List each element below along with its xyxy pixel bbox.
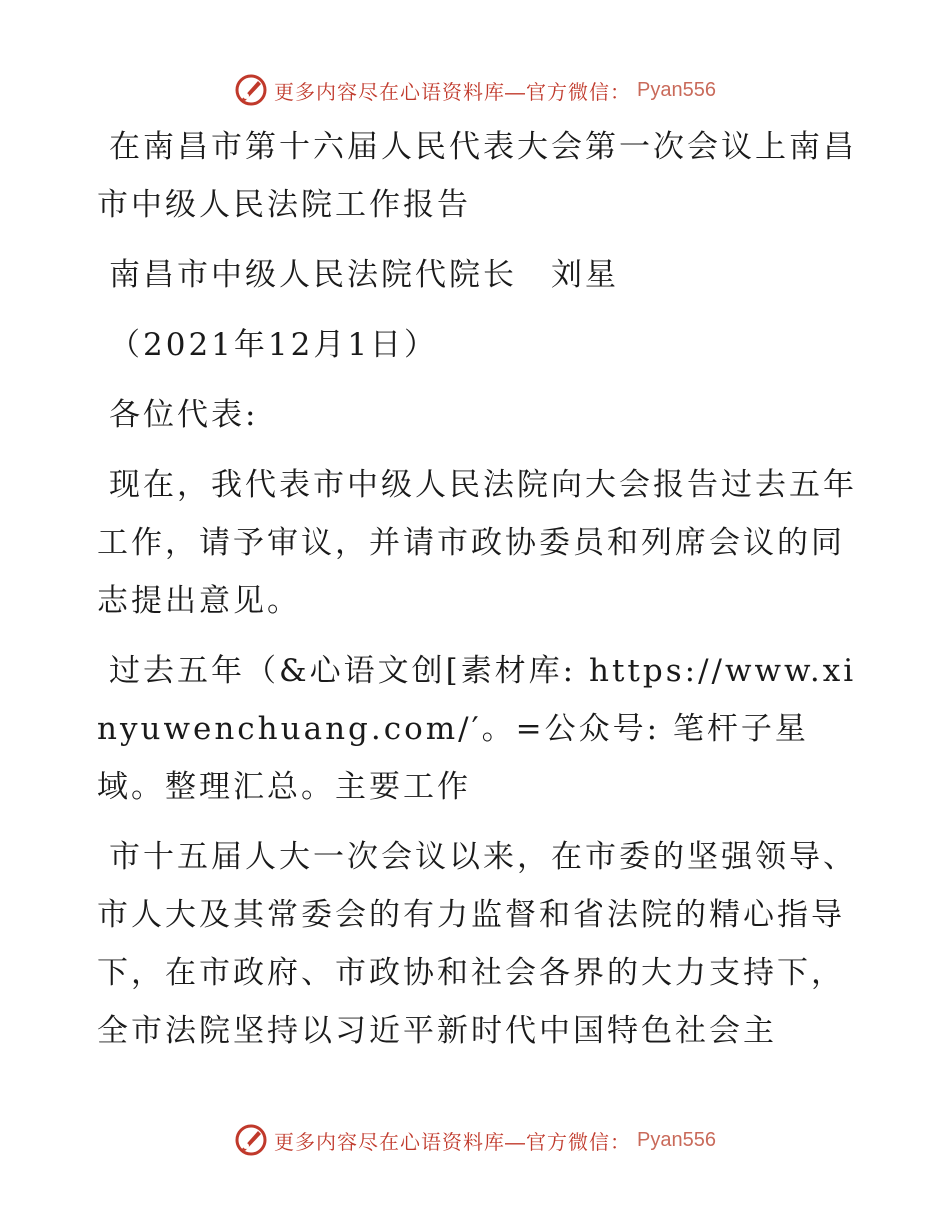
watermark-wechat-id: Pyan556 [637, 1128, 716, 1151]
quill-seal-icon [234, 73, 268, 107]
document-date: （2021年12月1日） [109, 327, 439, 363]
document-body [97, 118, 857, 1108]
document-title: 在南昌市第十六届人民代表大会第一次会议上南昌市中级人民法院工作报告 [97, 129, 857, 223]
body-paragraph: 市十五届人大一次会议以来，在市委的坚强领导、市人大及其常委会的有力监督和省法院的精心指导下，在市政府、市政协和社会各界的大力支持下，全市法院坚持以习近平新时代中国特色社会主 [97, 839, 857, 1049]
quill-seal-icon [234, 1123, 268, 1157]
footer-watermark [0, 1120, 950, 1160]
document-salutation: 各位代表: [109, 397, 259, 433]
watermark-wechat-id: Pyan556 [637, 78, 716, 101]
watermark-text: 更多内容尽在心语资料库—官方微信： [274, 81, 632, 104]
document-author: 南昌市中级人民法院代院长 刘星 [109, 257, 619, 293]
body-paragraph: 现在，我代表市中级人民法院向大会报告过去五年工作，请予审议，并请市政协委员和列席会议的同志提出意见。 [97, 467, 857, 619]
body-paragraph: 过去五年（&心语文创[素材库: https://www.xinyuwenchuang.com/′。=公众号: 笔杆子星域。整理汇总。主要工作 [97, 653, 857, 805]
header-watermark [0, 70, 950, 110]
watermark-text: 更多内容尽在心语资料库—官方微信： [274, 1131, 632, 1154]
